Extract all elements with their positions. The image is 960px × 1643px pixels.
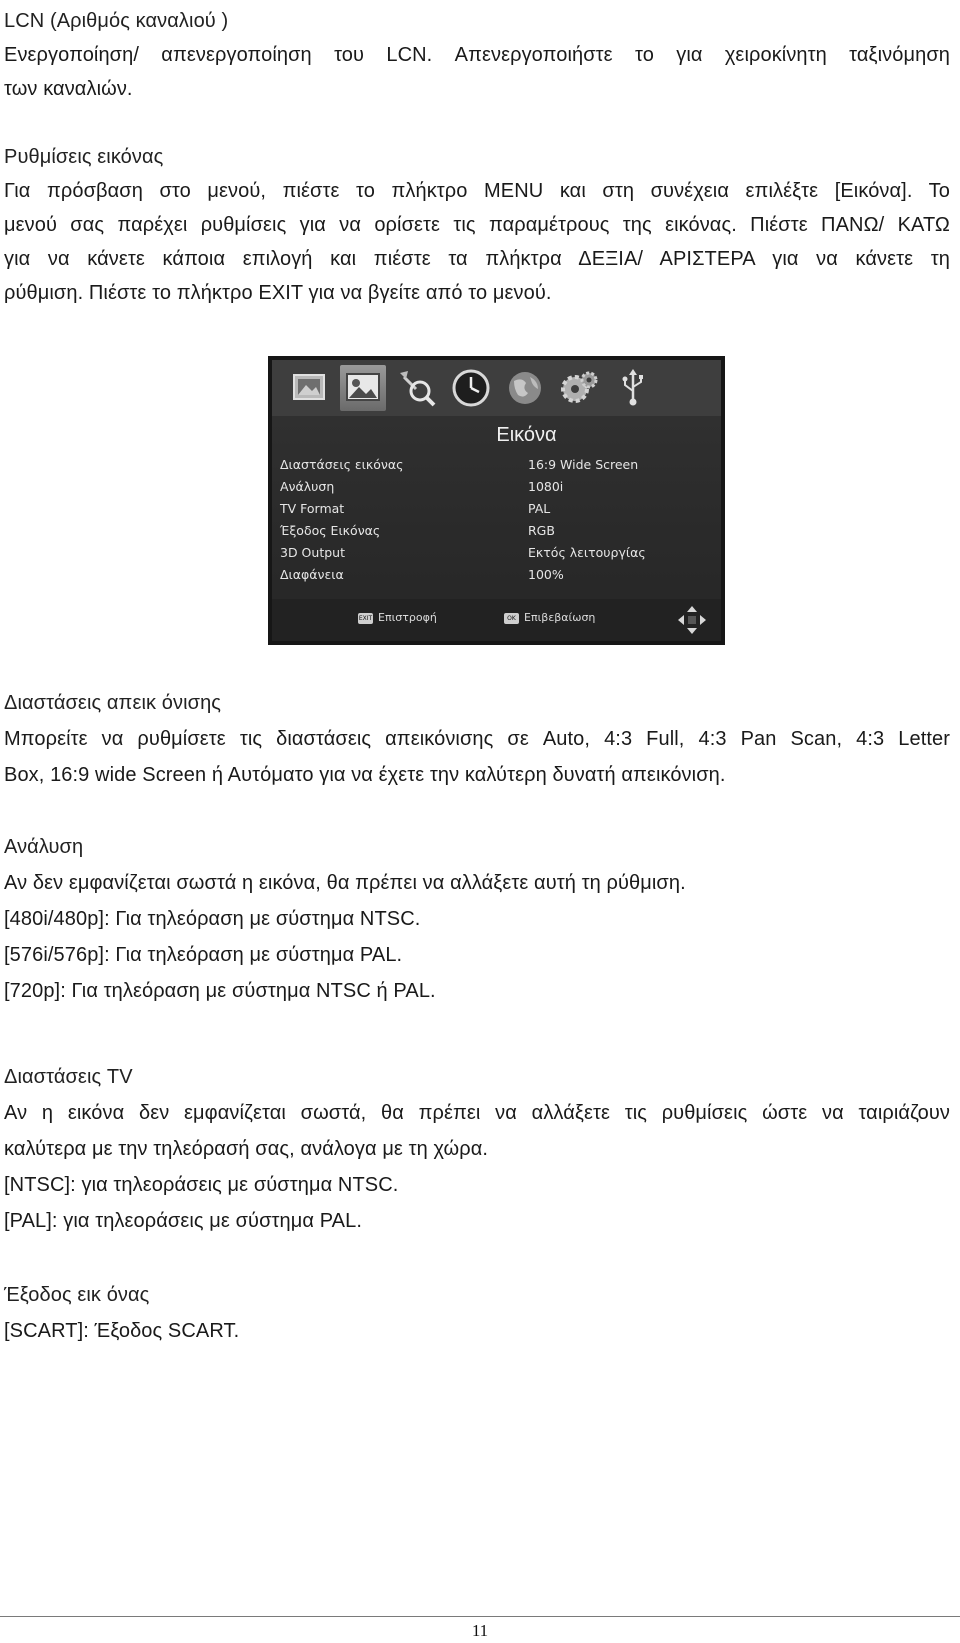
page-number: 11 [471,1621,489,1640]
resolution-text-line: [720p]: Για τηλεόραση με σύστημα NTSC ή PAL. [4,980,436,1002]
gears-icon [556,365,602,411]
usb-icon [610,365,656,411]
resolution-text-line: Αν δεν εμφανίζεται σωστά η εικόνα, θα πρέπει να αλλάξετε αυτή τη ρύθμιση. [4,872,686,894]
menu-title: Εικόνα [496,424,557,446]
menu-footer [272,599,721,641]
tv-format-text-line: [PAL]: για τηλεοράσεις με σύστημα PAL. [4,1210,362,1232]
menu-row-transparency[interactable] [280,564,713,586]
menu-icon-bar [272,360,721,416]
menu-row-label: Έξοδος Εικόνας [280,523,381,538]
menu-row-value: Εκτός λειτουργίας [528,545,646,560]
satellite-search-icon [394,365,440,411]
aspect-text-line: Box, 16:9 wide Screen ή Αυτόματο για να έχετε την καλύτερη δυνατή απεικόνιση. [4,764,726,786]
picture-frame-icon [286,365,332,411]
aspect-heading: Διαστάσεις απεικ όνισης [4,692,222,714]
video-output-heading: Έξοδος εικ όνας [4,1284,150,1306]
picture-settings-line: μενού σας παρέχει ρυθμίσεις για να ορίσετε τις παραμέτρους της εικόνας. Πιέστε ΠΑΝΩ/ ΚΑΤΩ [4,214,950,236]
resolution-text-line: [576i/576p]: Για τηλεόραση με σύστημα PAL. [4,944,403,966]
menu-row-video-output[interactable] [280,520,713,542]
resolution-heading: Ανάλυση [4,836,84,858]
ok-key-icon: OK [504,613,519,624]
menu-row-value: RGB [528,523,555,538]
menu-row-value: 100% [528,567,564,582]
clock-icon [448,365,494,411]
image-icon [340,365,386,411]
tv-format-text-line: καλύτερα με την τηλεόρασή σας, ανάλογα με τη χώρα. [4,1138,489,1160]
menu-row-label: Διαστάσεις εικόνας [280,457,404,472]
aspect-text-line: Μπορείτε να ρυθμίσετε τις διαστάσεις απεικόνισης σε Auto, 4:3 Full, 4:3 Pan Scan, 4:3 Letter [4,728,950,750]
picture-settings-line: ρύθμιση. Πιέστε το πλήκτρο EXIT για να βγείτε από το μενού. [4,282,552,304]
menu-row-3d-output[interactable] [280,542,713,564]
picture-settings-heading: Ρυθμίσεις εικόνας [4,146,164,168]
menu-row-value: PAL [528,501,551,516]
menu-row-label: 3D Output [280,545,345,560]
lcn-heading: LCN (Αριθμός καναλιού ) [4,10,229,32]
navigation-arrows-icon [676,604,708,641]
menu-row-aspect[interactable] [280,454,713,476]
tv-format-text-line: Αν η εικόνα δεν εμφανίζεται σωστά, θα πρέπει να αλλάξετε τις ρυθμίσεις ώστε να ταιριάζουν [4,1102,950,1124]
menu-row-value: 1080i [528,479,564,494]
lcn-text-line: των καναλιών. [4,78,133,100]
menu-row-value: 16:9 Wide Screen [528,457,639,472]
menu-row-label: Ανάλυση [280,479,335,494]
menu-row-label: Διαφάνεια [280,567,344,582]
menu-row-label: TV Format [280,501,345,516]
picture-settings-line: Για πρόσβαση στο μενού, πιέστε το πλήκτρο MENU και στη συνέχεια επιλέξτε [Εικόνα]. Το [4,180,950,202]
resolution-text-line: [480i/480p]: Για τηλεόραση με σύστημα NTSC. [4,908,421,930]
menu-row-resolution[interactable] [280,476,713,498]
video-output-text-line: [SCART]: Έξοδος SCART. [4,1320,240,1342]
menu-row-tv-format[interactable] [280,498,713,520]
picture-settings-line: για να κάνετε κάποια επιλογή και πιέστε τα πλήκτρα ΔΕΞΙΑ/ ΑΡΙΣΤΕΡΑ για να κάνετε τη [4,248,950,270]
back-label: Επιστροφή [378,611,437,624]
footer-rule [0,1616,960,1617]
tv-format-heading: Διαστάσεις TV [4,1066,133,1088]
exit-key-icon: EXIT [358,615,373,622]
confirm-label: Επιβεβαίωση [524,611,596,624]
picture-menu-screenshot [268,356,725,645]
tv-format-text-line: [NTSC]: για τηλεοράσεις με σύστημα NTSC. [4,1174,399,1196]
globe-icon [502,365,548,411]
lcn-text-line: Ενεργοποίηση/ απενεργοποίηση του LCN. Απενεργοποιήστε το για χειροκίνητη ταξινόμηση [4,44,950,66]
